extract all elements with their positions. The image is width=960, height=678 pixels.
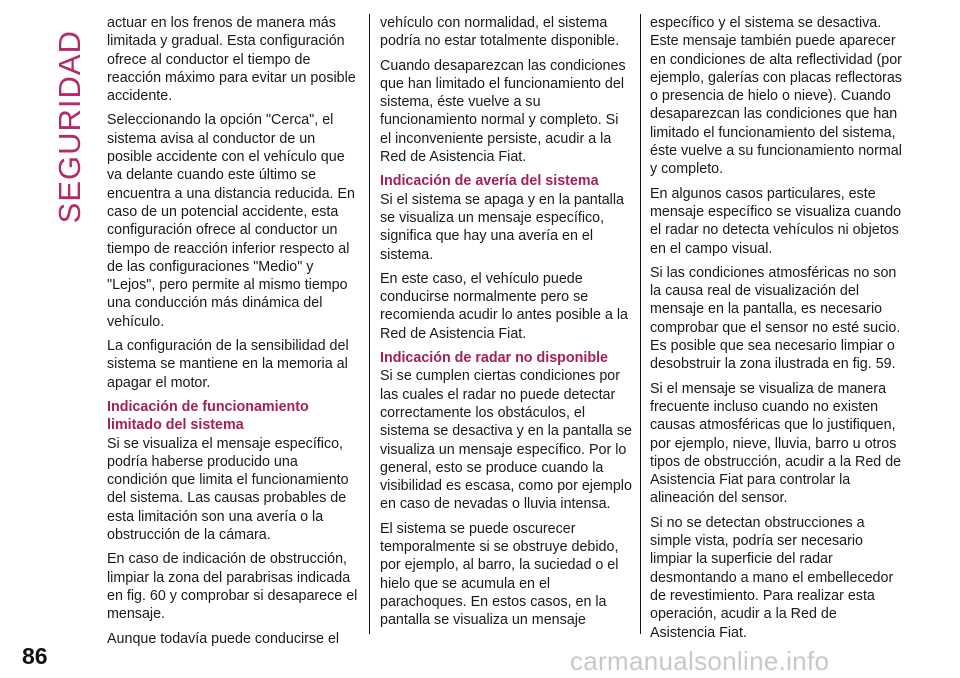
section-title: SEGURIDAD <box>52 30 87 224</box>
paragraph: vehículo con normalidad, el sistema podría no estar totalmente disponible. <box>380 15 620 50</box>
paragraph: Si se cumplen ciertas condiciones por las cuales el radar no puede detectar correctamente los obstáculos, el sistema se desactiva y en la pantalla se visualiza un mensaje específico. Por lo general, esto se produce cuando la visibilidad es escasa, como por ejemplo en caso de nevadas o lluvia intensa. <box>380 368 632 513</box>
paragraph: En algunos casos particulares, este mensaje específico se visualiza cuando el radar no detecta vehículos ni objetos en el campo visual. <box>650 185 902 257</box>
paragraph: Si el sistema se apaga y en la pantalla se visualiza un mensaje específico, significa que hay una avería en el sistema. <box>380 191 624 263</box>
paragraph: Cuando desaparezcan las condiciones que han limitado el funcionamiento del sistema, éste vuelve a su funcionamiento normal y completo. Si el inconveniente persiste, acudir a la Red de Asistencia Fiat. <box>380 57 626 166</box>
paragraph: Si las condiciones atmosféricas no son la causa real de visualización del mensaje en la pantalla, es necesario comprobar que el sensor no esté sucio. Es posible que sea necesario limpiar o desobstruir la zona ilustrada en fig. 59. <box>650 264 901 373</box>
paragraph: En este caso, el vehículo puede conducirse normalmente pero se recomienda acudir lo antes posible a la Red de Asistencia Fiat. <box>380 270 628 342</box>
column-divider <box>640 14 641 634</box>
paragraph: Si no se detectan obstrucciones a simple vista, podría ser necesario limpiar la superficie del radar desmontando a mano el embellecedor de revestimiento. Para realizar esta operación, acudir a la Red de Asistencia Fiat. <box>650 514 894 641</box>
paragraph: La configuración de la sensibilidad del sistema se mantiene en la memoria al apagar el motor. <box>107 338 349 391</box>
text-column-1 <box>107 14 359 647</box>
section-heading: Indicación de funcionamiento limitado del sistema <box>107 398 309 434</box>
paragraph: actuar en los frenos de manera más limitada y gradual. Esta configuración ofrece al conductor el tiempo de reacción máximo para evitar un posible accidente. <box>107 15 356 105</box>
paragraph: En caso de indicación de obstrucción, limpiar la zona del parabrisas indicada en fig. 60 y comprobar si desaparece el mensaje. <box>107 551 358 623</box>
watermark: carmanualsonline.info <box>570 646 830 676</box>
section-heading: Indicación de radar no disponible <box>380 350 608 367</box>
column-divider <box>369 14 370 634</box>
section-heading: Indicación de avería del sistema <box>380 173 599 190</box>
paragraph: Seleccionando la opción "Cerca", el sistema avisa al conductor de un posible accidente con el vehículo que va delante cuando este último se encuentra a una distancia reducida. En caso de un potencial accidente, esta configuración ofrece al conductor un tiempo de reacción inferior respecto al de las configuraciones "Medio" y "Lejos", pero permite al mismo tiempo una conducción más dinámica del vehículo. <box>107 112 355 330</box>
paragraph: Si el mensaje se visualiza de manera frecuente incluso cuando no existen causas atmosféricas que lo justifiquen, por ejemplo, nieve, lluvia, barro u otros tipos de obstrucción, acudir a la Red de Asistencia Fiat para controlar la alineación del sensor. <box>650 380 902 507</box>
paragraph: específico y el sistema se desactiva. Este mensaje también puede aparecer en condiciones de alta reflectividad (por ejemplo, galerías con placas reflectoras o presencia de hielo o nieve). Cuando desaparezcan las condiciones que han limitado el funcionamiento del sistema, éste vuelve a su funcionamiento normal y completo. <box>650 15 902 178</box>
page-number: 86 <box>22 643 48 669</box>
paragraph: El sistema se puede oscurecer temporalmente si se obstruye debido, por ejemplo, al barro, la suciedad o el hielo que se acumula en el parachoques. En estos casos, en la pantalla se visualiza un mensaje <box>380 520 619 629</box>
text-column-2 <box>380 14 632 632</box>
paragraph: Aunque todavía puede conducirse el <box>107 630 340 647</box>
paragraph: Si se visualiza el mensaje específico, podría haberse producido una condición que limita el funcionamiento del sistema. Las causas probables de esta limitación son una avería o la obstrucción de la cámara. <box>107 435 349 544</box>
text-column-3 <box>650 14 902 641</box>
